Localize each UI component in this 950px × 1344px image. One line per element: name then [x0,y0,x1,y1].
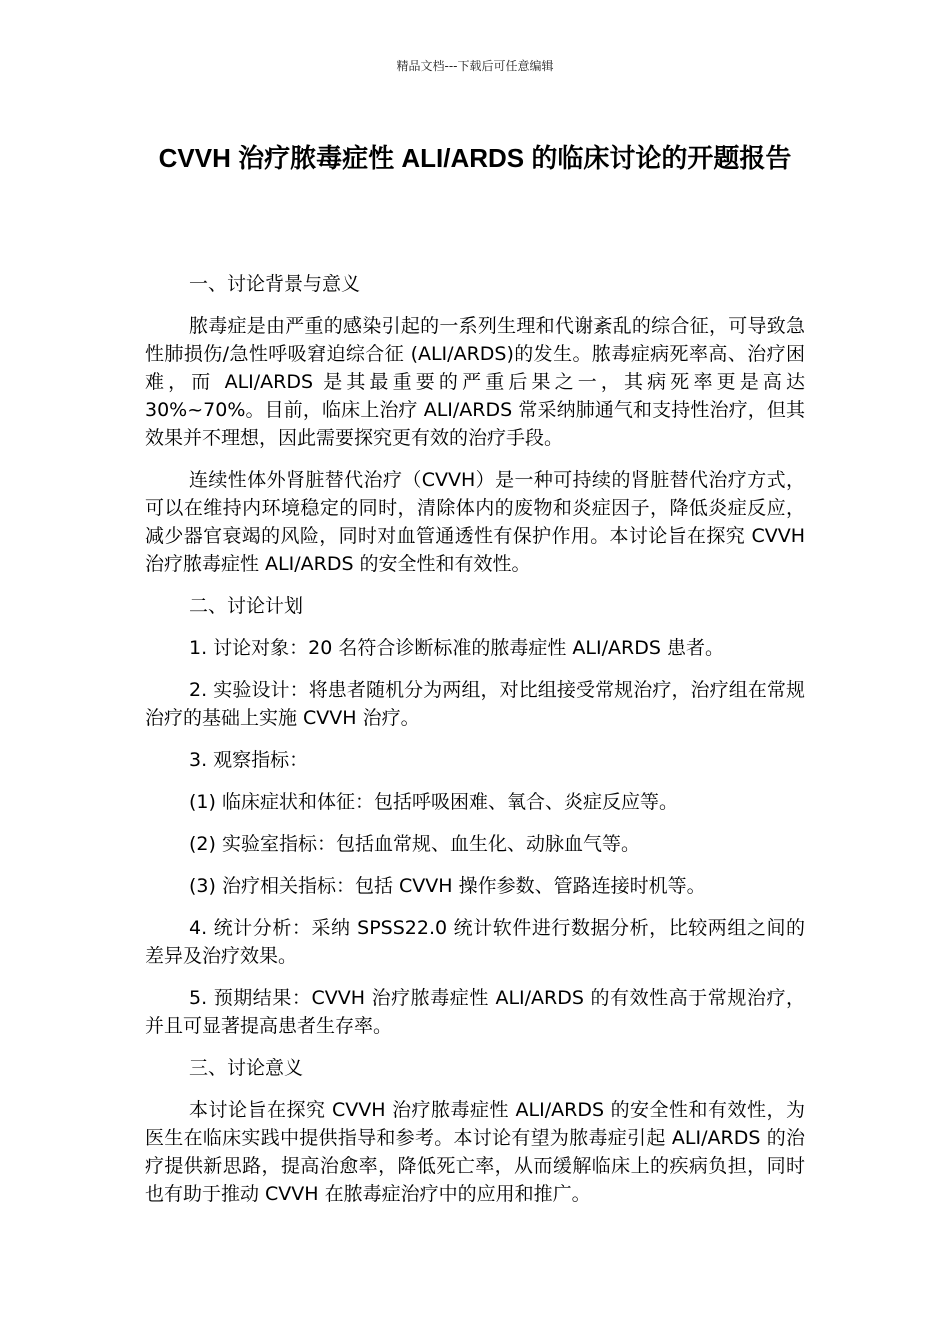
document-body [145,270,805,1222]
indicator-laboratory: (2) 实验室指标：包括血常规、血生化、动脉血气等。 [189,833,640,855]
section-heading-background: 一、讨论背景与意义 [189,273,361,295]
plan-item-subjects: 1. 讨论对象：20 名符合诊断标准的脓毒症性 ALI/ARDS 患者。 [189,637,724,659]
paragraph-significance: 本讨论旨在探究 CVVH 治疗脓毒症性 ALI/ARDS 的安全性和有效性，为医生在临床实践中提供指导和参考。本讨论有望为脓毒症引起 ALI/ARDS 的治疗提供新思路，提高治愈率，降低死亡率，从而缓解临床上的疾病负担，同时也有助于推动 CVVH 在脓毒症治疗中的应用和推广。 [145,1099,805,1205]
plan-item-indicators: 3. 观察指标： [189,749,309,771]
section-heading-plan: 二、讨论计划 [189,595,304,617]
paragraph-background-1: 脓毒症是由严重的感染引起的一系列生理和代谢紊乱的综合征，可导致急性肺损伤/急性呼吸窘迫综合征 (ALI/ARDS)的发生。脓毒症病死率高、治疗困难，而 ALI/ARDS 是其最重要的严重后果之一，其病死率更是高达 30%~70%。目前，临床上治疗 ALI/ARDS 常采纳肺通气和支持性治疗，但其效果并不理想，因此需要探究更有效的治疗手段。 [145,315,805,449]
plan-item-design: 2. 实验设计：将患者随机分为两组，对比组接受常规治疗，治疗组在常规治疗的基础上实施 CVVH 治疗。 [145,679,805,729]
page-header-note: 精品文档---下载后可任意编辑 [396,59,554,73]
section-heading-significance: 三、讨论意义 [189,1057,304,1079]
indicator-treatment: (3) 治疗相关指标：包括 CVVH 操作参数、管路连接时机等。 [189,875,706,897]
paragraph-background-2: 连续性体外肾脏替代治疗（CVVH）是一种可持续的肾脏替代治疗方式，可以在维持内环境稳定的同时，清除体内的废物和炎症因子，降低炎症反应，减少器官衰竭的风险，同时对血管通透性有保护作用。本讨论旨在探究 CVVH 治疗脓毒症性 ALI/ARDS 的安全性和有效性。 [145,469,805,575]
plan-item-statistics: 4. 统计分析：采纳 SPSS22.0 统计软件进行数据分析，比较两组之间的差异及治疗效果。 [145,917,805,967]
plan-item-expected-results: 5. 预期结果：CVVH 治疗脓毒症性 ALI/ARDS 的有效性高于常规治疗，并且可显著提高患者生存率。 [145,987,805,1037]
indicator-clinical: (1) 临床症状和体征：包括呼吸困难、氧合、炎症反应等。 [189,791,678,813]
document-title: CVVH 治疗脓毒症性 ALI/ARDS 的临床讨论的开题报告 [158,143,792,173]
